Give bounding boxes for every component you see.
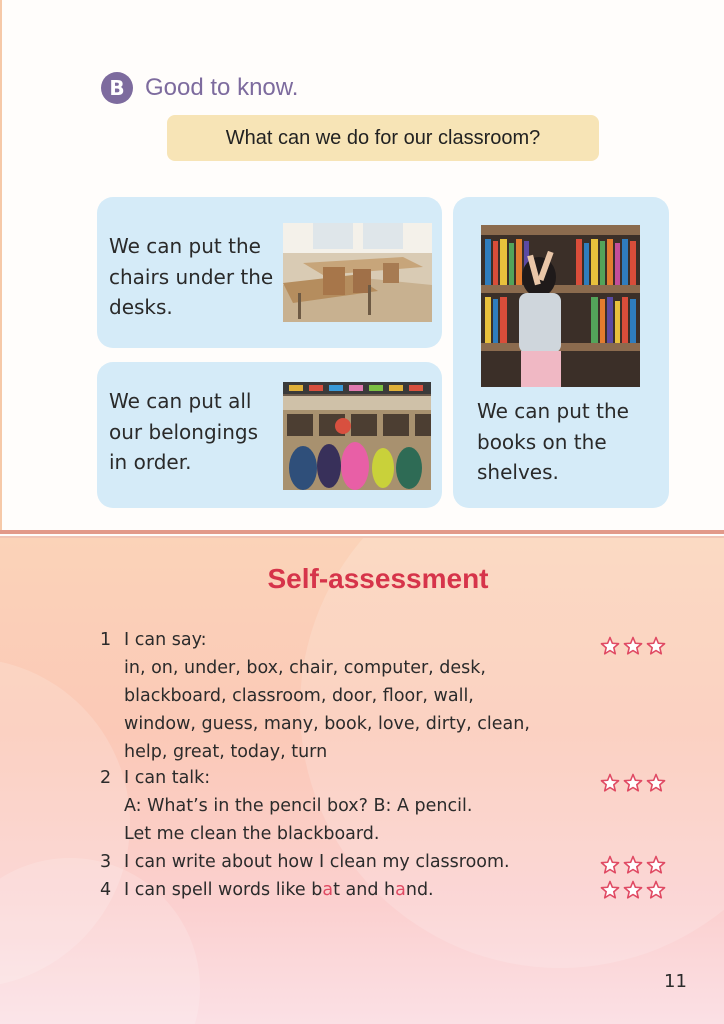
card-belongings	[97, 362, 442, 508]
classroom-photo	[283, 223, 432, 322]
item-1-line: blackboard, classroom, door, floor, wall,	[124, 686, 474, 706]
item-2-line: Let me clean the blackboard.	[124, 824, 380, 844]
item-3-line: I can write about how I clean my classroom.	[124, 852, 510, 872]
star-rating-4[interactable]	[600, 880, 666, 900]
item-2-line: I can talk:	[124, 768, 211, 788]
item-4-line	[124, 876, 434, 904]
card-line: shelves.	[477, 460, 559, 484]
card-line: desks.	[109, 295, 173, 319]
card-line: We can put the	[477, 399, 629, 423]
item-number: 4	[100, 880, 112, 900]
item-1-line: help, great, today, turn	[124, 742, 328, 762]
card-line: We can put the	[109, 234, 261, 258]
item-2-line: A: What’s in the pencil box? B: A pencil.	[124, 796, 473, 816]
star-icon[interactable]	[601, 775, 618, 791]
card-line: in order.	[109, 450, 192, 474]
card-line: chairs under the	[109, 264, 274, 289]
star-icon[interactable]	[601, 882, 618, 898]
item-4-text: nd.	[405, 880, 434, 900]
card-chairs	[97, 197, 442, 348]
card-books-text	[477, 396, 629, 488]
star-icon[interactable]	[601, 638, 618, 654]
backpacks-photo	[283, 382, 431, 490]
star-icon[interactable]	[601, 857, 618, 873]
star-icon[interactable]	[647, 857, 664, 873]
star-rating-1[interactable]	[600, 636, 666, 656]
card-line: our belongings	[109, 419, 259, 444]
star-icon[interactable]	[624, 882, 641, 898]
section-badge: B	[101, 72, 133, 104]
star-icon[interactable]	[647, 775, 664, 791]
bookshelf-photo	[481, 225, 640, 387]
item-1-line: in, on, under, box, chair, computer, desk,	[124, 658, 486, 678]
page-edge-line	[0, 0, 2, 530]
highlight-letter: a	[322, 880, 334, 900]
item-4-text: t and h	[333, 880, 396, 900]
star-icon[interactable]	[624, 857, 641, 873]
item-number: 3	[100, 852, 112, 872]
card-line: books on the	[477, 429, 607, 454]
self-assessment-title: Self-assessment	[267, 563, 489, 594]
item-number: 1	[100, 630, 112, 650]
star-rating-2[interactable]	[600, 773, 666, 793]
card-chairs-text	[109, 231, 273, 323]
item-1-line: window, guess, many, book, love, dirty, clean,	[124, 714, 530, 734]
star-icon[interactable]	[647, 638, 664, 654]
star-rating-3[interactable]	[600, 855, 666, 875]
card-line: We can put all	[109, 389, 252, 413]
item-4-text: I can spell words like b	[124, 880, 323, 900]
card-books	[453, 197, 669, 508]
highlight-letter: a	[395, 880, 406, 900]
section-divider	[0, 530, 724, 534]
star-icon[interactable]	[647, 882, 664, 898]
star-icon[interactable]	[624, 638, 641, 654]
page-number: 11	[664, 971, 687, 992]
item-1-line: I can say:	[124, 630, 207, 650]
item-number: 2	[100, 768, 112, 788]
section-title: Good to know.	[145, 74, 299, 101]
star-icon[interactable]	[624, 775, 641, 791]
card-belongings-text	[109, 386, 258, 478]
question-banner: What can we do for our classroom?	[167, 115, 599, 161]
